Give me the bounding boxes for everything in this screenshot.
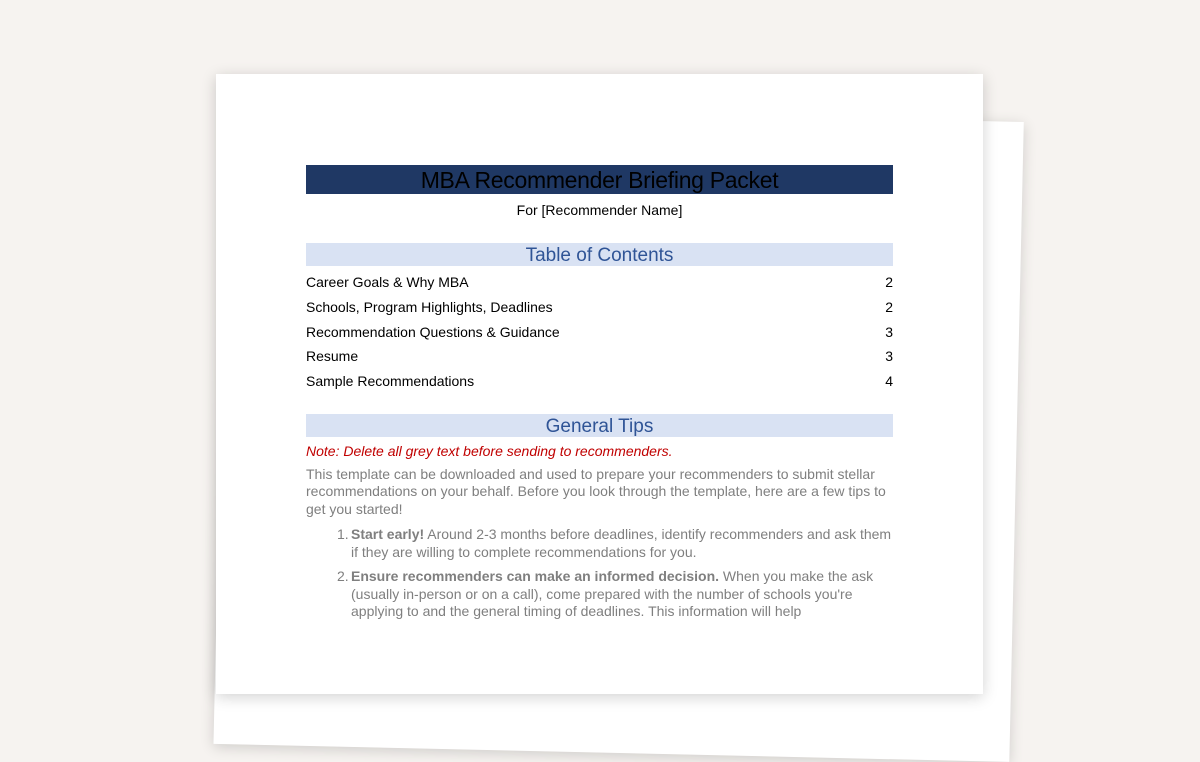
tip-number-text: 2.	[337, 568, 349, 585]
tip-number	[306, 526, 351, 561]
tip-text: When you make the ask (usually in-person or on a call), come prepared with the number of schools you're applying to and the general timing of deadlines. This information will help	[351, 568, 874, 620]
tips-heading: General Tips	[306, 414, 893, 437]
tips-intro: This template can be downloaded and used to prepare your recommenders to submit stellar recommendations on your behalf. Before you look through the template, here are a few tips to get you started!	[306, 465, 886, 517]
toc-entry-label: Career Goals & Why MBA	[306, 274, 469, 290]
tip-body	[351, 568, 893, 621]
toc-entry	[306, 273, 893, 298]
toc-entry	[306, 323, 893, 348]
document-page	[216, 74, 983, 694]
document-content	[306, 165, 893, 628]
document-title: MBA Recommender Briefing Packet	[306, 165, 893, 194]
toc-entry-page: 2	[885, 274, 893, 290]
tip-item	[306, 526, 893, 561]
grey-text-note: Note: Delete all grey text before sending to recommenders.	[306, 442, 673, 459]
tips-list	[306, 526, 893, 621]
tip-strong-text: Ensure recommenders can make an informed decision.	[351, 568, 720, 585]
tip-text: Around 2-3 months before deadlines, identify recommenders and ask them if they are willing to complete recommendations for you.	[351, 526, 892, 560]
toc-entry-page: 4	[885, 373, 893, 390]
toc-heading: Table of Contents	[306, 243, 893, 266]
toc-list	[306, 273, 893, 397]
document-subtitle: For [Recommender Name]	[516, 202, 683, 218]
tip-number	[306, 568, 351, 621]
toc-entry	[306, 372, 893, 397]
toc-entry-label: Resume	[306, 348, 359, 365]
tip-item	[306, 568, 893, 621]
tip-strong-text: Start early!	[351, 526, 425, 543]
tip-body	[351, 526, 893, 561]
toc-entry-page: 3	[885, 348, 893, 365]
toc-entry	[306, 298, 893, 323]
toc-entry	[306, 347, 893, 372]
toc-entry-label: Recommendation Questions & Guidance	[306, 323, 560, 340]
tip-number-text: 1.	[337, 526, 349, 543]
toc-entry-label: Schools, Program Highlights, Deadlines	[306, 298, 553, 315]
toc-entry-page: 2	[885, 298, 893, 315]
toc-entry-label: Sample Recommendations	[306, 373, 475, 390]
toc-entry-page: 3	[885, 323, 893, 340]
